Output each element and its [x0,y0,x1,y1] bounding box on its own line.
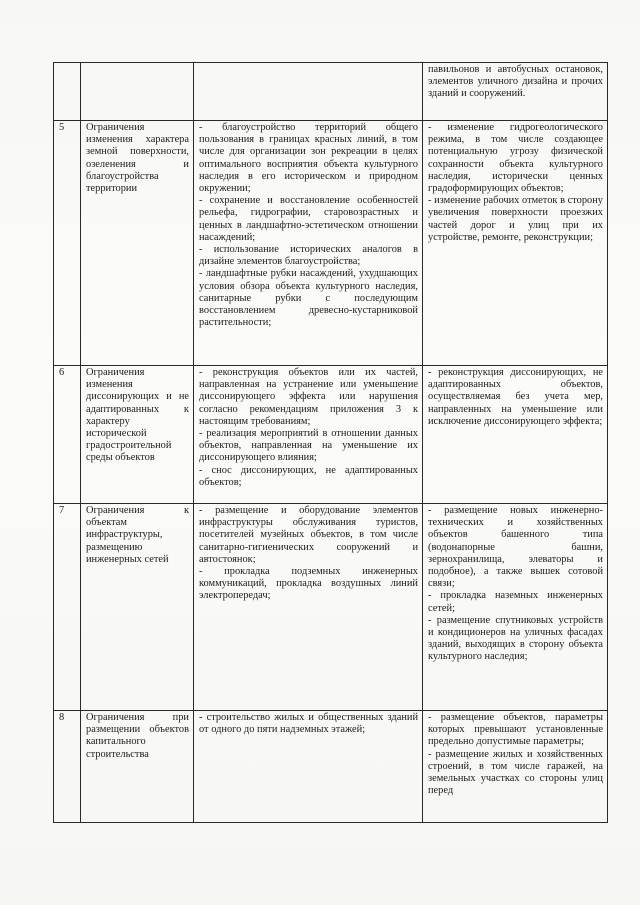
row-number: 6 [54,366,81,504]
forbidden-actions: - размещение новых инженерно-технических и хозяйственных объектов башенного типа (водонапорные башни, зернохранилища, элеваторы и подобное), а также вышек сотовой связи; - прокладка наземных инженерных сетей; - размещение спутниковых устройств и кондиционеров на уличных фасадах зданий, выходящих в сторону объекта культурного наследия; [423,504,608,711]
restriction-name: Ограничения изменения диссонирующих и не адаптированных к характеру исторической градостроительной среды объектов [81,366,194,504]
table-row [54,504,608,711]
table-row [54,711,608,823]
allowed-actions: - размещение и оборудование элементов инфраструктуры обслуживания туристов, посетителей музейных объектов, в том числе санитарно-гигиенических сооружений и автостоянок; - прокладка подземных инженерных коммуникаций, прокладка воздушных линий электропередач; [194,504,423,711]
row-number: 7 [54,504,81,711]
restriction-name: Ограничения к объектам инфраструктуры, размещению инженерных сетей [81,504,194,711]
allowed-actions [194,63,423,121]
restriction-name: Ограничения изменения характера земной поверхности, озеленения и благоустройства территории [81,121,194,366]
table-row [54,121,608,366]
restriction-name: Ограничения при размещении объектов капитального строительства [81,711,194,823]
row-number: 8 [54,711,81,823]
allowed-actions: - реконструкция объектов или их частей, направленная на устранение или уменьшение диссонирующего эффекта или нарушения согласно рекомендациям приложения 3 к настоящим требованиям; - реализация мероприятий в отношении данных объектов, направленная на уменьшение их диссонирующего влияния; - снос диссонирующих, не адаптированных объектов; [194,366,423,504]
table-row [54,366,608,504]
forbidden-actions: павильонов и автобусных остановок, элементов уличного дизайна и прочих зданий и сооружений. [423,63,608,121]
row-number [54,63,81,121]
table-row [54,63,608,121]
allowed-actions: - благоустройство территорий общего пользования в границах красных линий, в том числе для организации зон рекреации в целях оптимального восприятия объекта культурного наследия в его историческом и природном окружении; - сохранение и восстановление особенностей рельефа, гидрографии, старовозрастных и ценных в ландшафтно-эстетическом отношении насаждений; - использование исторических аналогов в дизайне элементов благоустройства; - ландшафтные рубки насаждений, ухудшающих условия обзора объекта культурного наследия, санитарные рубки с последующим восстановлением древесно-кустарниковой растительности; [194,121,423,366]
forbidden-actions: - изменение гидрогеологического режима, в том числе создающее потенциальную угрозу физической сохранности объекта культурного наследия, исторически ценных градоформирующих объектов; - изменение рабочих отметок в сторону увеличения поверхности проезжих частей дорог и улиц при их устройстве, ремонте, реконструкции; [423,121,608,366]
regulations-table [53,62,608,823]
row-number: 5 [54,121,81,366]
allowed-actions: - строительство жилых и общественных зданий от одного до пяти надземных этажей; [194,711,423,823]
restriction-name [81,63,194,121]
forbidden-actions: - реконструкция диссонирующих, не адаптированных объектов, осуществляемая без учета мер, направленных на уменьшение или исключение диссонирующего эффекта; [423,366,608,504]
forbidden-actions: - размещение объектов, параметры которых превышают установленные предельно допустимые параметры; - размещение жилых и хозяйственных строений, в том числе гаражей, на земельных участках со стороны улиц перед [423,711,608,823]
